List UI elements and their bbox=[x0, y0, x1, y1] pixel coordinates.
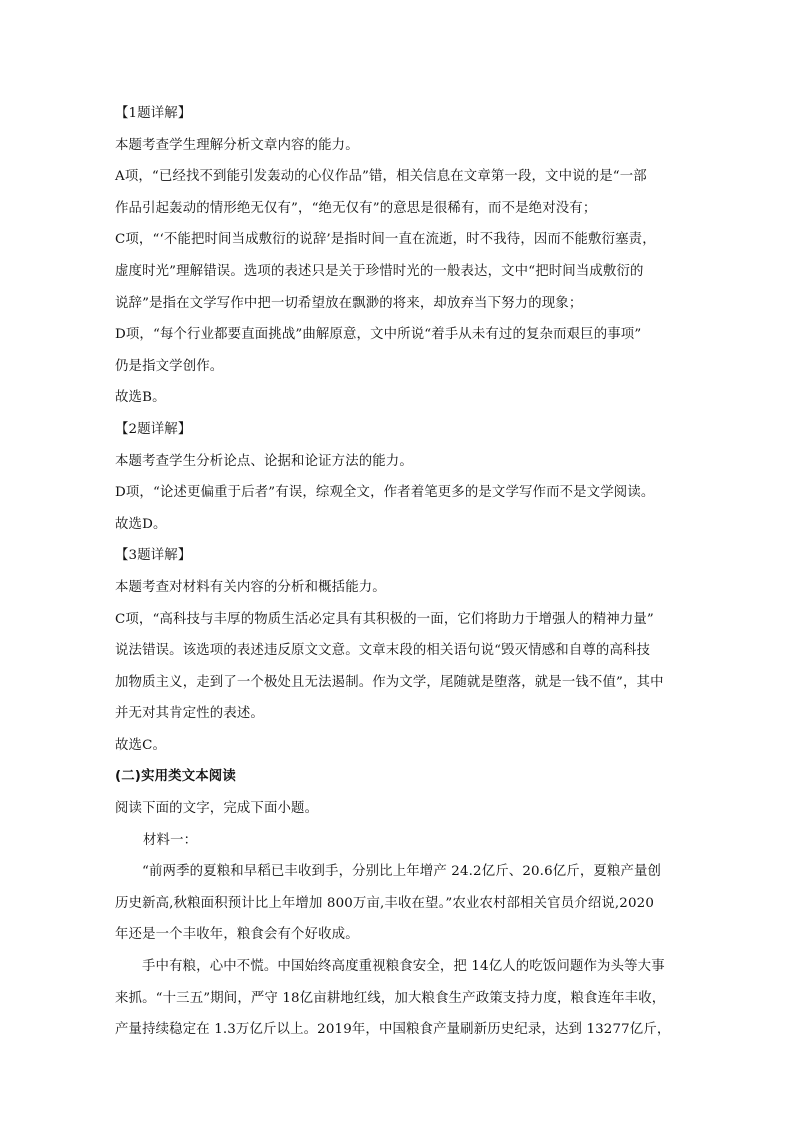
q3-intro: 本题考查对材料有关内容的分析和概括能力。 bbox=[115, 579, 386, 595]
material-para1-line1: “前两季的夏粮和早稻已丰收到手，分别比上年增产 24.2亿斤、20.6亿斤，夏粮产量创 bbox=[142, 864, 662, 880]
material-para2-line3: 产量持续稳定在 1.3万亿斤以上。2019年，中国粮食产量刷新历史纪录，达到 13277亿斤， bbox=[115, 1022, 671, 1038]
q2-intro: 本题考查学生分析论点、论据和论证方法的能力。 bbox=[115, 453, 413, 469]
part2-instruction: 阅读下面的文字，完成下面小题。 bbox=[115, 801, 319, 817]
q2-heading: 【2题详解】 bbox=[115, 421, 192, 437]
q3-option-c-line2: 说法错误。该选项的表述违反原文文意。文章末段的相关语句说“毁灭情感和自尊的高科技 bbox=[115, 643, 651, 659]
material-para1-line3: 年还是一个丰收年，粮食会有个好收成。 bbox=[115, 927, 359, 943]
q3-answer: 故选C。 bbox=[115, 737, 167, 753]
material-para1-line2: 历史新高,秋粮面积预计比上年增加 800万亩,丰收在望。”农业农村部相关官员介绍说,2020 bbox=[115, 895, 654, 911]
q1-heading: 【1题详解】 bbox=[115, 106, 192, 121]
part2-title: (二)实用类文本阅读 bbox=[115, 769, 236, 785]
q1-answer: 故选B。 bbox=[115, 390, 166, 406]
q3-option-c-line1: C项，“高科技与丰厚的物质生活必定具有其积极的一面，它们将助力于增强人的精神力量” bbox=[115, 611, 654, 627]
q1-option-a-line1: A项，“已经找不到能引发轰动的心仪作品”错，相关信息在文章第一段，文中说的是“一部 bbox=[115, 169, 647, 185]
q1-option-c-line2: 虚度时光”理解错误。选项的表述只是关于珍惜时光的一般表达，文中“把时间当成敷衍的 bbox=[115, 263, 644, 279]
material-para2-line1: 手中有粮，心中不慌。中国始终高度重视粮食安全，把 14亿人的吃饭问题作为头等大事 bbox=[142, 959, 665, 975]
material-label: 材料一： bbox=[143, 832, 198, 848]
q3-option-c-line4: 并无对其肯定性的表述。 bbox=[115, 706, 264, 722]
q1-option-a-line2: 作品引起轰动的情形绝无仅有”，“绝无仅有”的意思是很稀有，而不是绝对没有； bbox=[115, 200, 597, 216]
q3-option-c-line3: 加物质主义，走到了一个极处且无法遏制。作为文学，尾随就是堕落，就是一钱不值”，其中 bbox=[115, 674, 664, 690]
q1-option-d-line2: 仍是指文学创作。 bbox=[115, 358, 224, 374]
q1-option-c-line1: C项，“‘不能把时间当成敷衍的说辞’是指时间一直在流逝，时不我待，因而不能敷衍塞责， bbox=[115, 232, 656, 248]
q2-option-d: D项，“论述更偏重于后者”有误，综观全文，作者着笔更多的是文学写作而不是文学阅读。 bbox=[115, 485, 655, 501]
document-page bbox=[115, 98, 685, 1046]
material-para2-line2: 来抓。“十三五”期间，严守 18亿亩耕地红线，加大粮食生产政策支持力度，粮食连年丰收， bbox=[115, 990, 666, 1006]
q1-intro: 本题考查学生理解分析文章内容的能力。 bbox=[115, 137, 359, 153]
q3-heading: 【3题详解】 bbox=[115, 548, 192, 564]
q2-answer: 故选D。 bbox=[115, 516, 167, 532]
q1-option-d-line1: D项，“每个行业都要直面挑战”曲解原意，文中所说“着手从未有过的复杂而艰巨的事项” bbox=[115, 327, 642, 343]
q1-option-c-line3: 说辞”是指在文学写作中把一切希望放在飘渺的将来，却放弃当下努力的现象； bbox=[115, 295, 583, 311]
